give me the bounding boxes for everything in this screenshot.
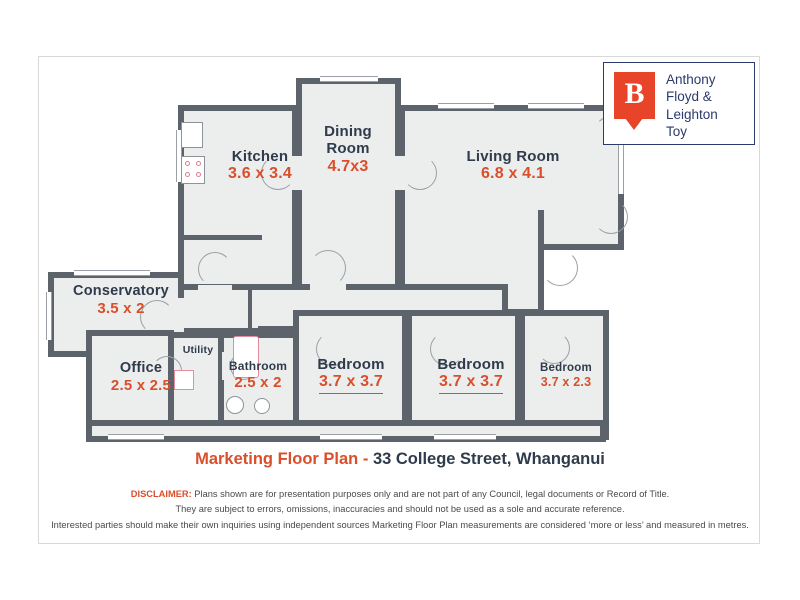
logo-text	[666, 71, 754, 140]
disclaimer-tag: DISCLAIMER:	[130, 489, 192, 499]
caption-prefix: Marketing Floor Plan -	[195, 450, 373, 468]
hob-burner-icon	[185, 172, 190, 177]
hob-burner-icon	[185, 161, 190, 166]
label-bedroom-2	[416, 356, 526, 394]
label-office-dim: 2.5 x 2.5	[110, 376, 172, 394]
window-dining-top	[320, 76, 378, 82]
window-living-top-2	[528, 103, 584, 109]
label-bathroom	[213, 360, 303, 391]
label-dining-dim: 4.7x3	[327, 157, 369, 175]
label-living-room	[428, 148, 598, 184]
label-conservatory-dim: 3.5 x 2	[97, 299, 145, 317]
label-bedroom-1-dim: 3.7 x 3.7	[319, 373, 383, 393]
window-conservatory-left	[46, 292, 52, 340]
label-bedroom-1-name: Bedroom	[317, 356, 385, 373]
logo-line-3: Leighton	[666, 106, 718, 122]
toilet-icon	[226, 396, 244, 414]
agency-logo	[603, 62, 755, 145]
label-dining-name2: Room	[326, 140, 370, 158]
logo-line-1: Anthony	[666, 72, 716, 87]
label-kitchen-dim: 3.6 x 3.4	[227, 165, 293, 183]
label-utility-name: Utility	[182, 344, 214, 356]
door-arc-kitchen-hall	[198, 252, 232, 286]
disclaimer-line-3: Interested parties should make their own inquiries using independent sources Marketing Floor Plan measurements are considered ‘more or less’ and measured in metres.	[51, 519, 749, 530]
logo-mark-letter: B	[624, 77, 645, 110]
label-bedroom-3-name: Bedroom	[540, 362, 592, 374]
label-kitchen-name: Kitchen	[231, 148, 289, 165]
window-bedroom1-bottom	[320, 434, 382, 440]
label-bedroom-3	[521, 362, 611, 390]
hall-corridor	[178, 284, 258, 334]
label-office	[96, 360, 186, 394]
partition-kitchen-pantry	[178, 235, 262, 240]
door-arc-dining-hall	[310, 250, 346, 286]
disclaimer-line-1	[40, 487, 760, 502]
label-bedroom-2-name: Bedroom	[437, 356, 505, 373]
label-utility	[170, 344, 226, 356]
window-office-bottom	[108, 434, 164, 440]
living-wall-join	[405, 210, 538, 224]
disclaimer-block	[40, 487, 760, 533]
window-living-top-1	[438, 103, 494, 109]
label-bedroom-2-dim: 3.7 x 3.7	[439, 373, 503, 393]
window-bedroom2-bottom	[434, 434, 496, 440]
disclaimer-line-2: They are subject to errors, omissions, inaccuracies and should not be used as a sole and accurate reference.	[175, 504, 625, 515]
label-conservatory-name: Conservatory	[73, 283, 169, 299]
plan-caption	[0, 450, 800, 469]
label-living-dim: 6.8 x 4.1	[480, 165, 546, 183]
logo-line-4: Toy	[666, 123, 688, 139]
label-living-name: Living Room	[466, 148, 560, 165]
label-dining	[300, 123, 396, 176]
label-office-name: Office	[119, 360, 163, 376]
label-conservatory	[56, 283, 186, 317]
kitchen-sink-icon	[181, 122, 203, 148]
label-dining-name: Dining	[324, 123, 372, 140]
partition-pantry-side	[178, 200, 183, 240]
window-living-right	[618, 140, 624, 194]
window-conservatory-top	[74, 270, 150, 276]
label-bathroom-dim: 2.5 x 2	[234, 373, 282, 391]
hall-join-1	[252, 290, 258, 328]
label-bedroom-3-dim: 3.7 x 2.3	[540, 375, 592, 390]
bay-window-living-lower	[594, 200, 628, 234]
door-arc-bed3	[538, 332, 570, 364]
disclaimer-text-1: Plans shown are for presentation purposes only and are not part of any Council, legal documents or Record of Title.	[191, 489, 670, 499]
label-bedroom-1	[296, 356, 406, 394]
basin-icon	[254, 398, 270, 414]
label-bathroom-name: Bathroom	[228, 359, 288, 373]
caption-address: 33 College Street, Whanganui	[372, 450, 605, 468]
logo-line-2: Floyd &	[666, 89, 712, 105]
door-arc-living-hall	[542, 250, 578, 286]
logo-pin-icon	[614, 72, 655, 119]
